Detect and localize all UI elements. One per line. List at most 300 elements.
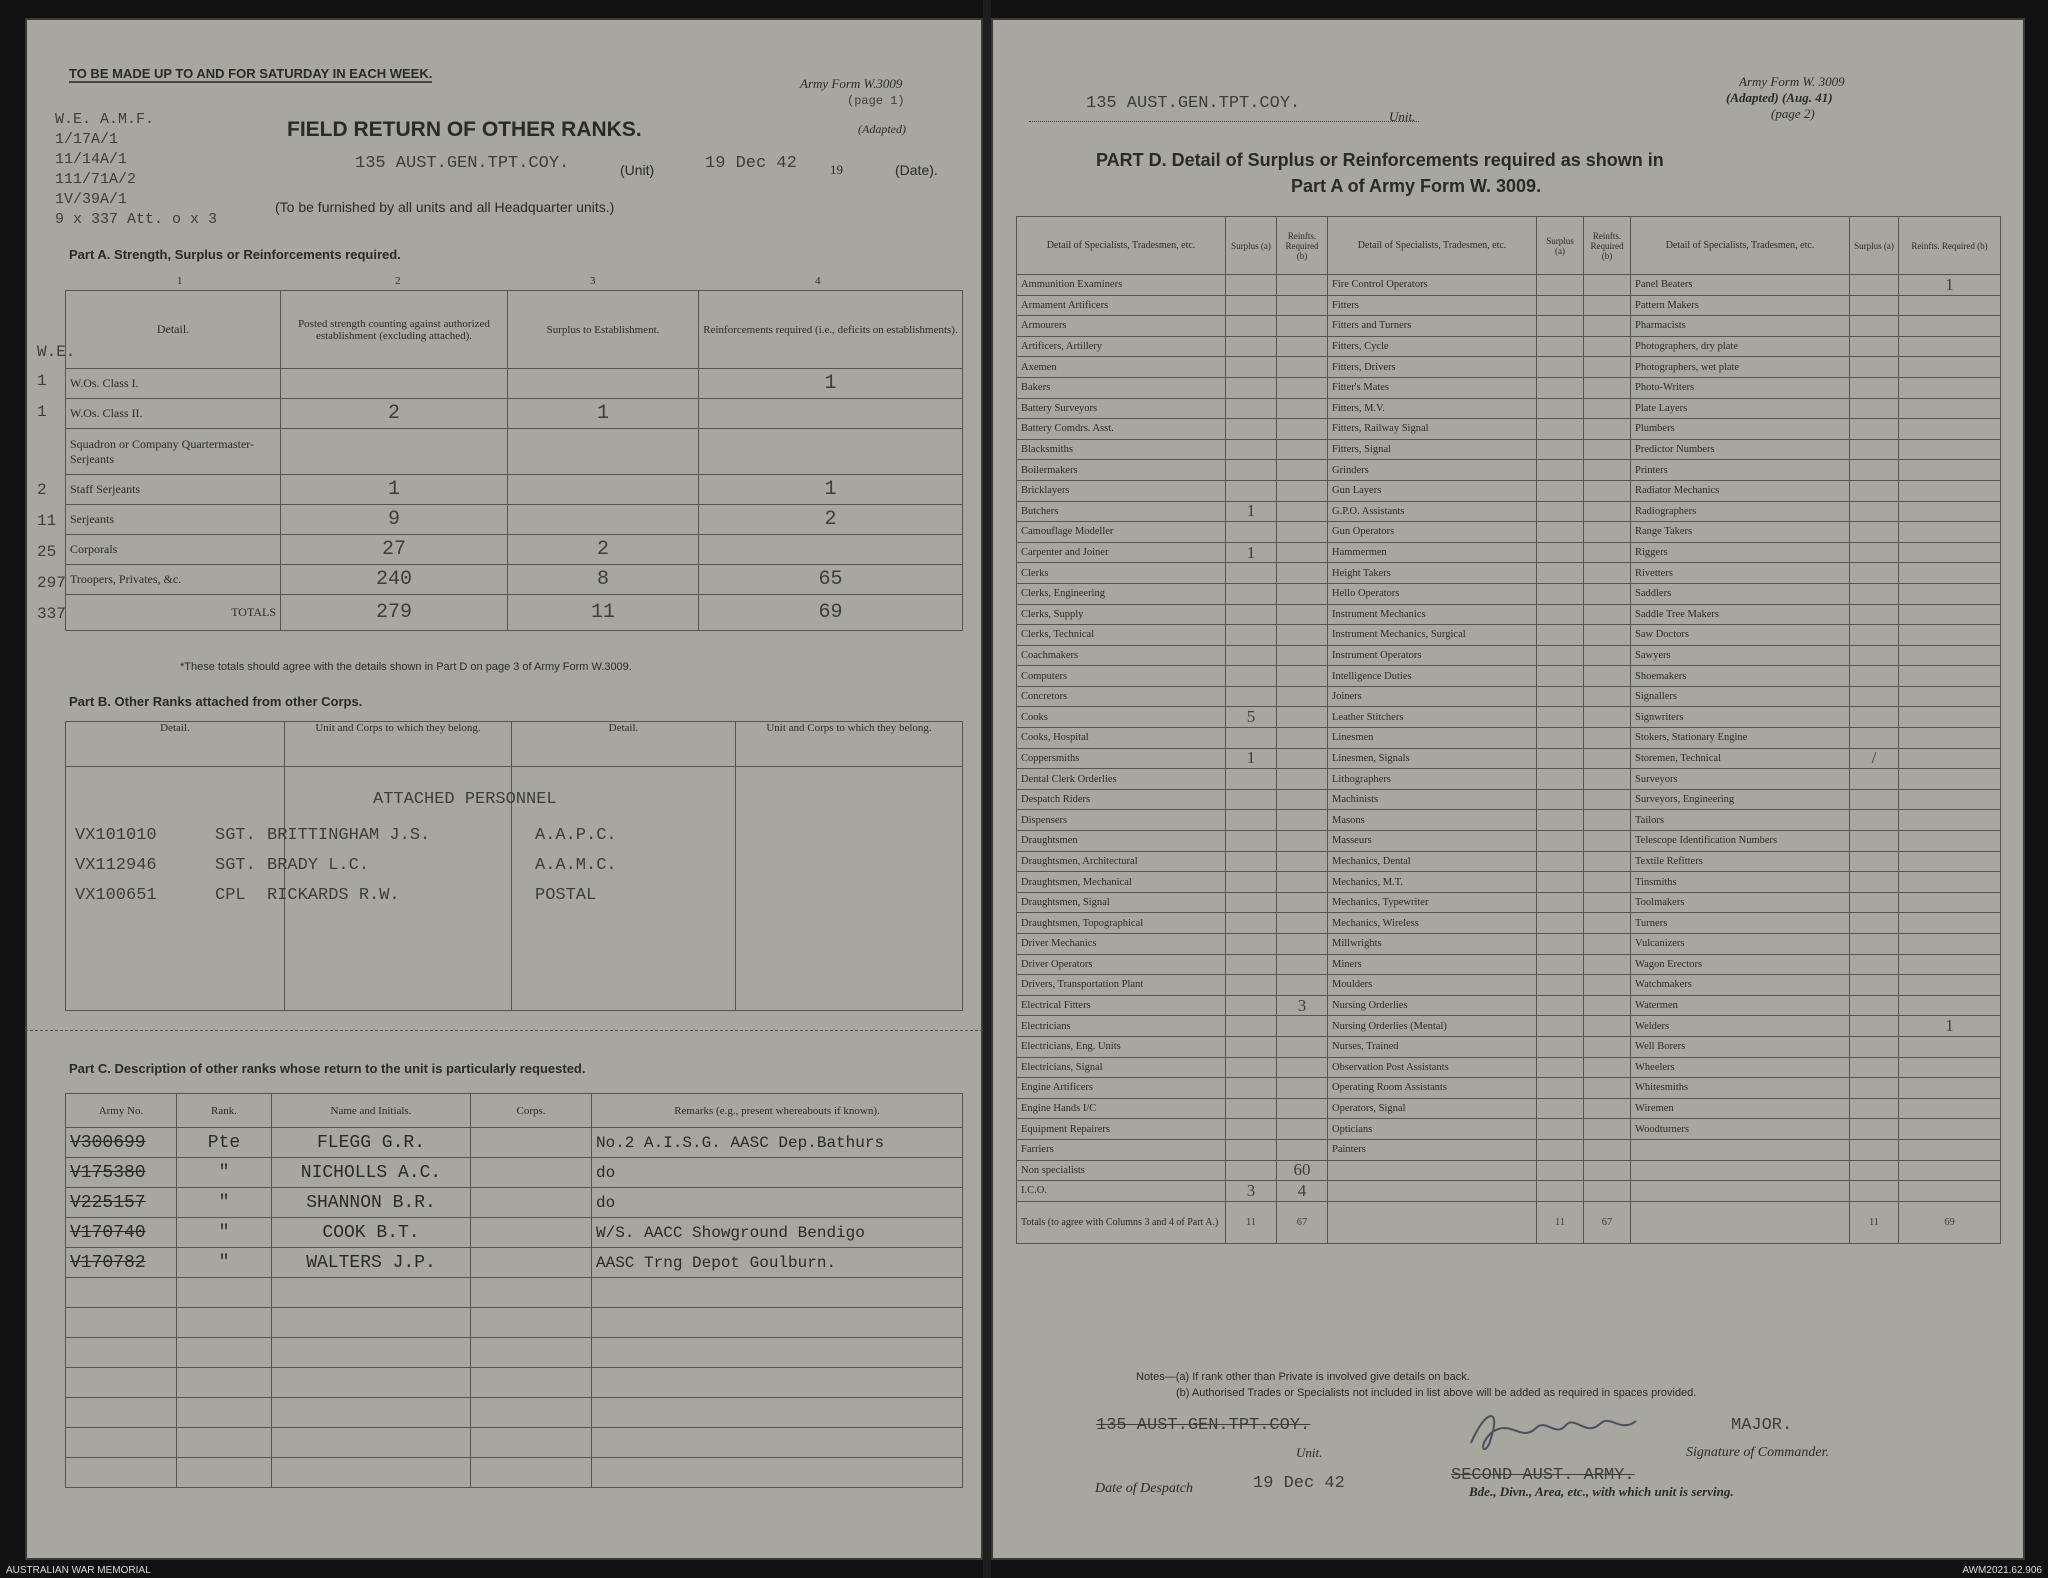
- part-d-surplus-2: [1537, 1016, 1584, 1037]
- part-d-detail-3: Surveyors: [1631, 769, 1850, 790]
- part-d-detail-2: Nursing Orderlies (Mental): [1328, 1016, 1537, 1037]
- part-d-detail-3: [1631, 1181, 1850, 1202]
- part-a-detail: Corporals: [66, 535, 281, 565]
- part-d-surplus-3: [1850, 1078, 1899, 1099]
- part-c-rank: [177, 1458, 272, 1488]
- part-d-surplus-3: [1850, 275, 1899, 296]
- part-d-reinf-1: [1277, 419, 1328, 440]
- part-d-surplus-3: [1850, 604, 1899, 625]
- part-d-reinf-2: [1584, 316, 1631, 337]
- part-c-row: [66, 1248, 963, 1278]
- part-d-detail-1: Clerks, Technical: [1017, 625, 1226, 646]
- part-d-surplus-1: [1226, 1160, 1277, 1181]
- part-d-surplus-2: [1537, 522, 1584, 543]
- part-d-reinf-1: [1277, 851, 1328, 872]
- part-d-reinf-1: [1277, 645, 1328, 666]
- part-d-surplus-1: [1226, 1057, 1277, 1078]
- part-a-margin-count: 2: [37, 481, 47, 499]
- part-d-row: [1017, 460, 2001, 481]
- part-c-header-rank: Rank.: [177, 1094, 272, 1128]
- part-d-row: [1017, 542, 2001, 563]
- part-a-colnum-1: 1: [177, 275, 183, 287]
- part-d-row: [1017, 1078, 2001, 1099]
- part-d-surplus-2: [1537, 563, 1584, 584]
- part-d-detail-2: Leather Stitchers: [1328, 707, 1537, 728]
- part-b-name: BRADY L.C.: [267, 856, 370, 875]
- part-d-surplus-1: 1: [1226, 542, 1277, 563]
- note-b: (b) Authorised Trades or Specialists not included in list above will be added as required in spaces provided.: [1176, 1387, 1697, 1399]
- furnish-note: (To be furnished by all units and all Headquarter units.): [275, 199, 615, 215]
- part-d-surplus-1: 1: [1226, 748, 1277, 769]
- part-d-surplus-3: [1850, 295, 1899, 316]
- part-d-reinf-2: [1584, 645, 1631, 666]
- part-d-detail-1: Blacksmiths: [1017, 439, 1226, 460]
- part-b-rank: SGT.: [215, 856, 256, 875]
- part-d-row: [1017, 1139, 2001, 1160]
- part-d-detail-3: Radiator Mechanics: [1631, 480, 1850, 501]
- part-d-reinf-3: 1: [1899, 1016, 2001, 1037]
- part-c-no: [66, 1458, 177, 1488]
- part-d-detail-3: Saddle Tree Makers: [1631, 604, 1850, 625]
- part-d-row: [1017, 295, 2001, 316]
- part-d-reinf-3: [1899, 336, 2001, 357]
- part-d-surplus-2: [1537, 275, 1584, 296]
- part-d-detail-1: Clerks, Supply: [1017, 604, 1226, 625]
- part-d-reinf-3: [1899, 934, 2001, 955]
- part-d-reinf-1: [1277, 1078, 1328, 1099]
- part-d-row: [1017, 995, 2001, 1016]
- part-d-detail-1: Bricklayers: [1017, 480, 1226, 501]
- part-d-surplus-2: [1537, 872, 1584, 893]
- part-d-surplus-1: [1226, 728, 1277, 749]
- part-c-name: [272, 1368, 471, 1398]
- part-c-name: [272, 1308, 471, 1338]
- part-c-corps: [471, 1398, 592, 1428]
- part-d-detail-2: Fitters, Cycle: [1328, 336, 1537, 357]
- part-d-reinf-1: [1277, 934, 1328, 955]
- part-a-row: [66, 399, 963, 429]
- part-d-surplus-3: [1850, 686, 1899, 707]
- part-d-surplus-1: [1226, 1139, 1277, 1160]
- part-a-margin-count: 1: [37, 403, 47, 421]
- part-a-margin-count: 11: [37, 512, 57, 530]
- part-d-detail-3: Storemen, Technical: [1631, 748, 1850, 769]
- part-d-reinf-2: [1584, 810, 1631, 831]
- total-surplus-2: 11: [1537, 1201, 1584, 1243]
- part-d-reinf-1: [1277, 666, 1328, 687]
- part-d-detail-1: Clerks, Engineering: [1017, 583, 1226, 604]
- part-d-surplus-1: 3: [1226, 1181, 1277, 1202]
- part-d-detail-3: Predictor Numbers: [1631, 439, 1850, 460]
- part-a-reinf: [699, 429, 963, 475]
- part-d-detail-2: Fitters, Railway Signal: [1328, 419, 1537, 440]
- form-page-right: (page 2): [1771, 106, 1815, 121]
- part-d-reinf-1: [1277, 501, 1328, 522]
- part-a-detail: Squadron or Company Quartermaster-Serjeants: [66, 429, 281, 475]
- part-a-footnote: *These totals should agree with the details shown in Part D on page 3 of Army Form W.3009.: [180, 661, 632, 673]
- part-d-detail-3: [1631, 1160, 1850, 1181]
- part-a-margin-count: 1: [37, 372, 47, 390]
- part-c-remarks: [592, 1338, 963, 1368]
- part-c-remarks: [592, 1278, 963, 1308]
- part-d-reinf-2: [1584, 501, 1631, 522]
- part-a-detail: Staff Serjeants: [66, 475, 281, 505]
- part-d-surplus-1: [1226, 460, 1277, 481]
- part-d-reinf-3: [1899, 583, 2001, 604]
- part-d-row: [1017, 604, 2001, 625]
- part-d-reinf-3: [1899, 1119, 2001, 1140]
- part-b-header-unit-2: Unit and Corps to which they belong.: [736, 722, 963, 767]
- part-d-reinf-3: [1899, 1139, 2001, 1160]
- part-c-corps: [471, 1218, 592, 1248]
- part-d-surplus-1: [1226, 913, 1277, 934]
- part-d-row: [1017, 769, 2001, 790]
- part-d-reinf-3: [1899, 645, 2001, 666]
- part-d-surplus-3: [1850, 645, 1899, 666]
- part-c-no: [66, 1308, 177, 1338]
- part-a-surplus: 2: [508, 535, 699, 565]
- part-a-surplus: [508, 429, 699, 475]
- part-d-detail-2: Linesmen, Signals: [1328, 748, 1537, 769]
- part-d-detail-1: Draughtsmen: [1017, 831, 1226, 852]
- part-d-surplus-1: [1226, 892, 1277, 913]
- part-d-reinf-1: [1277, 707, 1328, 728]
- part-d-surplus-2: [1537, 542, 1584, 563]
- part-d-detail-1: Engine Artificers: [1017, 1078, 1226, 1099]
- part-d-header-surplus-2: Surplus (a): [1537, 217, 1584, 275]
- part-a-surplus: [508, 369, 699, 399]
- part-d-reinf-2: [1584, 666, 1631, 687]
- part-d-detail-2: Nurses, Trained: [1328, 1036, 1537, 1057]
- part-d-surplus-3: [1850, 789, 1899, 810]
- part-d-detail-2: Millwrights: [1328, 934, 1537, 955]
- part-d-reinf-2: [1584, 419, 1631, 440]
- part-d-surplus-2: [1537, 316, 1584, 337]
- part-d-surplus-1: [1226, 789, 1277, 810]
- part-d-detail-2: Instrument Operators: [1328, 645, 1537, 666]
- part-d-reinf-2: [1584, 748, 1631, 769]
- part-c-rank: [177, 1338, 272, 1368]
- part-c-row: [66, 1188, 963, 1218]
- part-d-detail-3: Tinsmiths: [1631, 872, 1850, 893]
- part-c-corps: [471, 1188, 592, 1218]
- part-d-reinf-3: [1899, 625, 2001, 646]
- part-d-reinf-2: [1584, 1181, 1631, 1202]
- part-a-posted: 27: [281, 535, 508, 565]
- part-d-reinf-3: [1899, 439, 2001, 460]
- part-d-reinf-3: [1899, 295, 2001, 316]
- part-d-reinf-2: [1584, 769, 1631, 790]
- part-d-detail-2: Fitters, Signal: [1328, 439, 1537, 460]
- part-d-reinf-3: [1899, 501, 2001, 522]
- part-c-rank: Pte: [177, 1128, 272, 1158]
- part-d-detail-2: Fitters, Drivers: [1328, 357, 1537, 378]
- part-d-surplus-2: [1537, 707, 1584, 728]
- part-b-header-unit-1: Unit and Corps to which they belong.: [285, 722, 512, 767]
- part-d-row: [1017, 480, 2001, 501]
- footer-accession: AWM2021.62.906: [1962, 1565, 2042, 1576]
- part-d-reinf-3: [1899, 789, 2001, 810]
- part-d-detail-2: Instrument Mechanics, Surgical: [1328, 625, 1537, 646]
- part-d-surplus-3: /: [1850, 748, 1899, 769]
- part-a-surplus: 1: [508, 399, 699, 429]
- part-d-detail-3: [1631, 1139, 1850, 1160]
- part-d-detail-2: Height Takers: [1328, 563, 1537, 584]
- part-d-header-surplus-3: Surplus (a): [1850, 217, 1899, 275]
- part-d-detail-1: Computers: [1017, 666, 1226, 687]
- part-c-remarks: [592, 1308, 963, 1338]
- part-d-reinf-1: [1277, 975, 1328, 996]
- part-d-reinf-1: [1277, 892, 1328, 913]
- part-d-surplus-1: [1226, 625, 1277, 646]
- part-d-surplus-3: [1850, 563, 1899, 584]
- part-d-detail-3: Whitesmiths: [1631, 1078, 1850, 1099]
- part-c-rank: [177, 1278, 272, 1308]
- part-d-detail-1: Electricians, Eng. Units: [1017, 1036, 1226, 1057]
- part-c-remarks: No.2 A.I.S.G. AASC Dep.Bathurs: [592, 1128, 963, 1158]
- part-d-detail-2: Opticians: [1328, 1119, 1537, 1140]
- part-d-detail-3: Pattern Makers: [1631, 295, 1850, 316]
- part-d-surplus-3: [1850, 336, 1899, 357]
- part-a-surplus: 8: [508, 565, 699, 595]
- part-d-reinf-2: [1584, 336, 1631, 357]
- part-d-detail-3: Surveyors, Engineering: [1631, 789, 1850, 810]
- part-d-row: [1017, 316, 2001, 337]
- part-d-reinf-1: [1277, 1139, 1328, 1160]
- part-d-reinf-2: [1584, 357, 1631, 378]
- part-d-row: [1017, 275, 2001, 296]
- part-d-surplus-2: [1537, 645, 1584, 666]
- part-d-surplus-1: 5: [1226, 707, 1277, 728]
- part-d-surplus-1: [1226, 769, 1277, 790]
- part-d-surplus-3: [1850, 872, 1899, 893]
- part-d-detail-1: Engine Hands I/C: [1017, 1098, 1226, 1119]
- part-d-surplus-2: [1537, 1119, 1584, 1140]
- part-d-row: [1017, 1098, 2001, 1119]
- part-d-reinf-1: [1277, 686, 1328, 707]
- part-c-rank: ": [177, 1188, 272, 1218]
- form-id: Army Form W.3009: [800, 76, 903, 91]
- unit-value: 135 AUST.GEN.TPT.COY.: [355, 154, 570, 173]
- part-d-detail-1: Armament Artificers: [1017, 295, 1226, 316]
- part-d-row: [1017, 419, 2001, 440]
- part-d-surplus-1: [1226, 954, 1277, 975]
- part-d-reinf-3: [1899, 831, 2001, 852]
- part-d-detail-3: Wheelers: [1631, 1057, 1850, 1078]
- part-d-reinf-3: [1899, 460, 2001, 481]
- part-d-header-surplus-1: Surplus (a): [1226, 217, 1277, 275]
- part-d-row: [1017, 1119, 2001, 1140]
- part-d-reinf-3: [1899, 398, 2001, 419]
- part-d-header-detail-1: Detail of Specialists, Tradesmen, etc.: [1017, 217, 1226, 275]
- unit-label: (Unit): [620, 162, 655, 178]
- date-value: 19 Dec 42: [705, 154, 797, 173]
- part-c-remarks: do: [592, 1158, 963, 1188]
- part-b-corps: A.A.P.C.: [535, 826, 617, 845]
- part-d-reinf-1: [1277, 522, 1328, 543]
- part-d-detail-1: I.C.O.: [1017, 1181, 1226, 1202]
- part-d-title-2: Part A of Army Form W. 3009.: [1291, 176, 1542, 196]
- part-c-title: Part C. Description of other ranks whose return to the unit is particularly requested.: [69, 1061, 586, 1076]
- part-d-reinf-1: [1277, 275, 1328, 296]
- total-reinf-3: 69: [1899, 1201, 2001, 1243]
- part-d-surplus-2: [1537, 995, 1584, 1016]
- part-d-detail-3: Wagon Erectors: [1631, 954, 1850, 975]
- part-d-surplus-3: [1850, 1160, 1899, 1181]
- part-c-name: [272, 1278, 471, 1308]
- part-c-corps: [471, 1308, 592, 1338]
- part-d-surplus-3: [1850, 851, 1899, 872]
- part-c-header-corps: Corps.: [471, 1094, 592, 1128]
- part-d-surplus-1: [1226, 645, 1277, 666]
- part-d-reinf-1: [1277, 789, 1328, 810]
- part-a-posted: 2: [281, 399, 508, 429]
- part-b-heading: ATTACHED PERSONNEL: [373, 790, 557, 809]
- part-d-header-reinf-3: Reinfts. Required (b): [1899, 217, 2001, 275]
- part-d-detail-2: Joiners: [1328, 686, 1537, 707]
- part-d-reinf-3: [1899, 1160, 2001, 1181]
- despatch-label: Date of Despatch: [1095, 1481, 1193, 1496]
- part-d-detail-3: Welders: [1631, 1016, 1850, 1037]
- part-c-name: [272, 1458, 471, 1488]
- part-d-detail-3: Photographers, wet plate: [1631, 357, 1850, 378]
- part-a-posted: 9: [281, 505, 508, 535]
- part-d-surplus-1: [1226, 1119, 1277, 1140]
- part-c-corps: [471, 1248, 592, 1278]
- part-d-surplus-1: [1226, 439, 1277, 460]
- part-c-rank: ": [177, 1248, 272, 1278]
- date-label: (Date).: [895, 162, 938, 178]
- part-d-detail-2: Grinders: [1328, 460, 1537, 481]
- part-d-row: [1017, 954, 2001, 975]
- part-d-detail-2: Moulders: [1328, 975, 1537, 996]
- part-d-header-reinf-1: Reinfts. Required (b): [1277, 217, 1328, 275]
- total-surplus-1: 11: [1226, 1201, 1277, 1243]
- part-c-corps: [471, 1338, 592, 1368]
- part-d-detail-2: Painters: [1328, 1139, 1537, 1160]
- part-c-corps: [471, 1458, 592, 1488]
- part-d-surplus-2: [1537, 501, 1584, 522]
- part-c-row: [66, 1338, 963, 1368]
- part-c-rank: [177, 1368, 272, 1398]
- part-d-reinf-3: [1899, 522, 2001, 543]
- part-d-surplus-1: [1226, 872, 1277, 893]
- part-d-reinf-3: [1899, 357, 2001, 378]
- part-c-rank: [177, 1398, 272, 1428]
- part-d-row: [1017, 583, 2001, 604]
- part-d-reinf-2: [1584, 625, 1631, 646]
- part-d-reinf-3: [1899, 1181, 2001, 1202]
- part-d-reinf-2: [1584, 851, 1631, 872]
- part-d-surplus-2: [1537, 1098, 1584, 1119]
- part-d-surplus-3: [1850, 666, 1899, 687]
- part-d-detail-2: Fire Control Operators: [1328, 275, 1537, 296]
- part-d-surplus-1: [1226, 336, 1277, 357]
- formation-label: Bde., Divn., Area, etc., with which unit is serving.: [1469, 1484, 1734, 1499]
- part-c-rank: ": [177, 1158, 272, 1188]
- part-d-reinf-2: [1584, 789, 1631, 810]
- part-c-no: [66, 1428, 177, 1458]
- part-d-header-reinf-2: Reinfts. Required (b): [1584, 217, 1631, 275]
- part-d-row: [1017, 975, 2001, 996]
- part-d-surplus-2: [1537, 892, 1584, 913]
- part-d-reinf-3: [1899, 1098, 2001, 1119]
- part-d-reinf-1: [1277, 954, 1328, 975]
- part-c-name: [272, 1338, 471, 1368]
- part-d-detail-2: Mechanics, Typewriter: [1328, 892, 1537, 913]
- part-a-title: Part A. Strength, Surplus or Reinforcements required.: [69, 247, 401, 262]
- part-d-reinf-3: [1899, 707, 2001, 728]
- part-d-detail-3: Sawyers: [1631, 645, 1850, 666]
- part-d-surplus-2: [1537, 934, 1584, 955]
- part-d-reinf-2: [1584, 892, 1631, 913]
- part-d-reinf-3: [1899, 872, 2001, 893]
- part-d-reinf-2: [1584, 295, 1631, 316]
- part-d-surplus-2: [1537, 769, 1584, 790]
- part-d-detail-3: Panel Beaters: [1631, 275, 1850, 296]
- part-c-name: [272, 1398, 471, 1428]
- part-d-reinf-2: [1584, 460, 1631, 481]
- part-c-rank: [177, 1428, 272, 1458]
- part-d-surplus-1: 1: [1226, 501, 1277, 522]
- part-c-no: [66, 1338, 177, 1368]
- part-d-reinf-1: [1277, 480, 1328, 501]
- part-d-detail-3: Toolmakers: [1631, 892, 1850, 913]
- part-d-detail-1: Axemen: [1017, 357, 1226, 378]
- part-c-corps: [471, 1128, 592, 1158]
- part-d-reinf-2: [1584, 707, 1631, 728]
- part-d-row: [1017, 1160, 2001, 1181]
- part-d-surplus-2: [1537, 810, 1584, 831]
- part-d-title-1: PART D. Detail of Surplus or Reinforcements required as shown in: [1096, 150, 1664, 170]
- part-d-detail-3: Telescope Identification Numbers: [1631, 831, 1850, 852]
- part-d-reinf-1: [1277, 1098, 1328, 1119]
- part-d-reinf-1: [1277, 728, 1328, 749]
- part-a-colnum-3: 3: [590, 275, 596, 287]
- part-d-reinf-1: [1277, 1036, 1328, 1057]
- part-d-detail-1: Butchers: [1017, 501, 1226, 522]
- part-d-row: [1017, 563, 2001, 584]
- part-d-detail-3: Range Takers: [1631, 522, 1850, 543]
- part-d-detail-3: Photographers, dry plate: [1631, 336, 1850, 357]
- part-c-remarks: AASC Trng Depot Goulburn.: [592, 1248, 963, 1278]
- part-d-reinf-1: [1277, 336, 1328, 357]
- part-a-row: [66, 429, 963, 475]
- part-d-row: [1017, 1181, 2001, 1202]
- part-a-header-reinf: Reinforcements required (i.e., deficits on establishments).: [699, 291, 963, 369]
- part-c-row: [66, 1158, 963, 1188]
- part-b-header-detail-2: Detail.: [512, 722, 736, 767]
- form-page-1: [25, 18, 983, 1560]
- part-c-no: V170740: [66, 1218, 177, 1248]
- part-d-detail-2: Mechanics, Dental: [1328, 851, 1537, 872]
- part-d-surplus-2: [1537, 604, 1584, 625]
- part-c-no: V225157: [66, 1188, 177, 1218]
- part-d-reinf-3: [1899, 480, 2001, 501]
- part-d-surplus-3: [1850, 542, 1899, 563]
- part-d-surplus-2: [1537, 1160, 1584, 1181]
- we-margin-label: W.E.: [37, 343, 76, 361]
- part-d-reinf-1: [1277, 913, 1328, 934]
- part-d-surplus-3: [1850, 913, 1899, 934]
- part-d-surplus-1: [1226, 851, 1277, 872]
- part-a-row: [66, 595, 963, 631]
- form-adapted-right: (Adapted) (Aug. 41): [1726, 90, 1833, 105]
- part-c-name: SHANNON B.R.: [272, 1188, 471, 1218]
- part-d-row: [1017, 810, 2001, 831]
- part-d-row: [1017, 398, 2001, 419]
- part-d-surplus-1: [1226, 275, 1277, 296]
